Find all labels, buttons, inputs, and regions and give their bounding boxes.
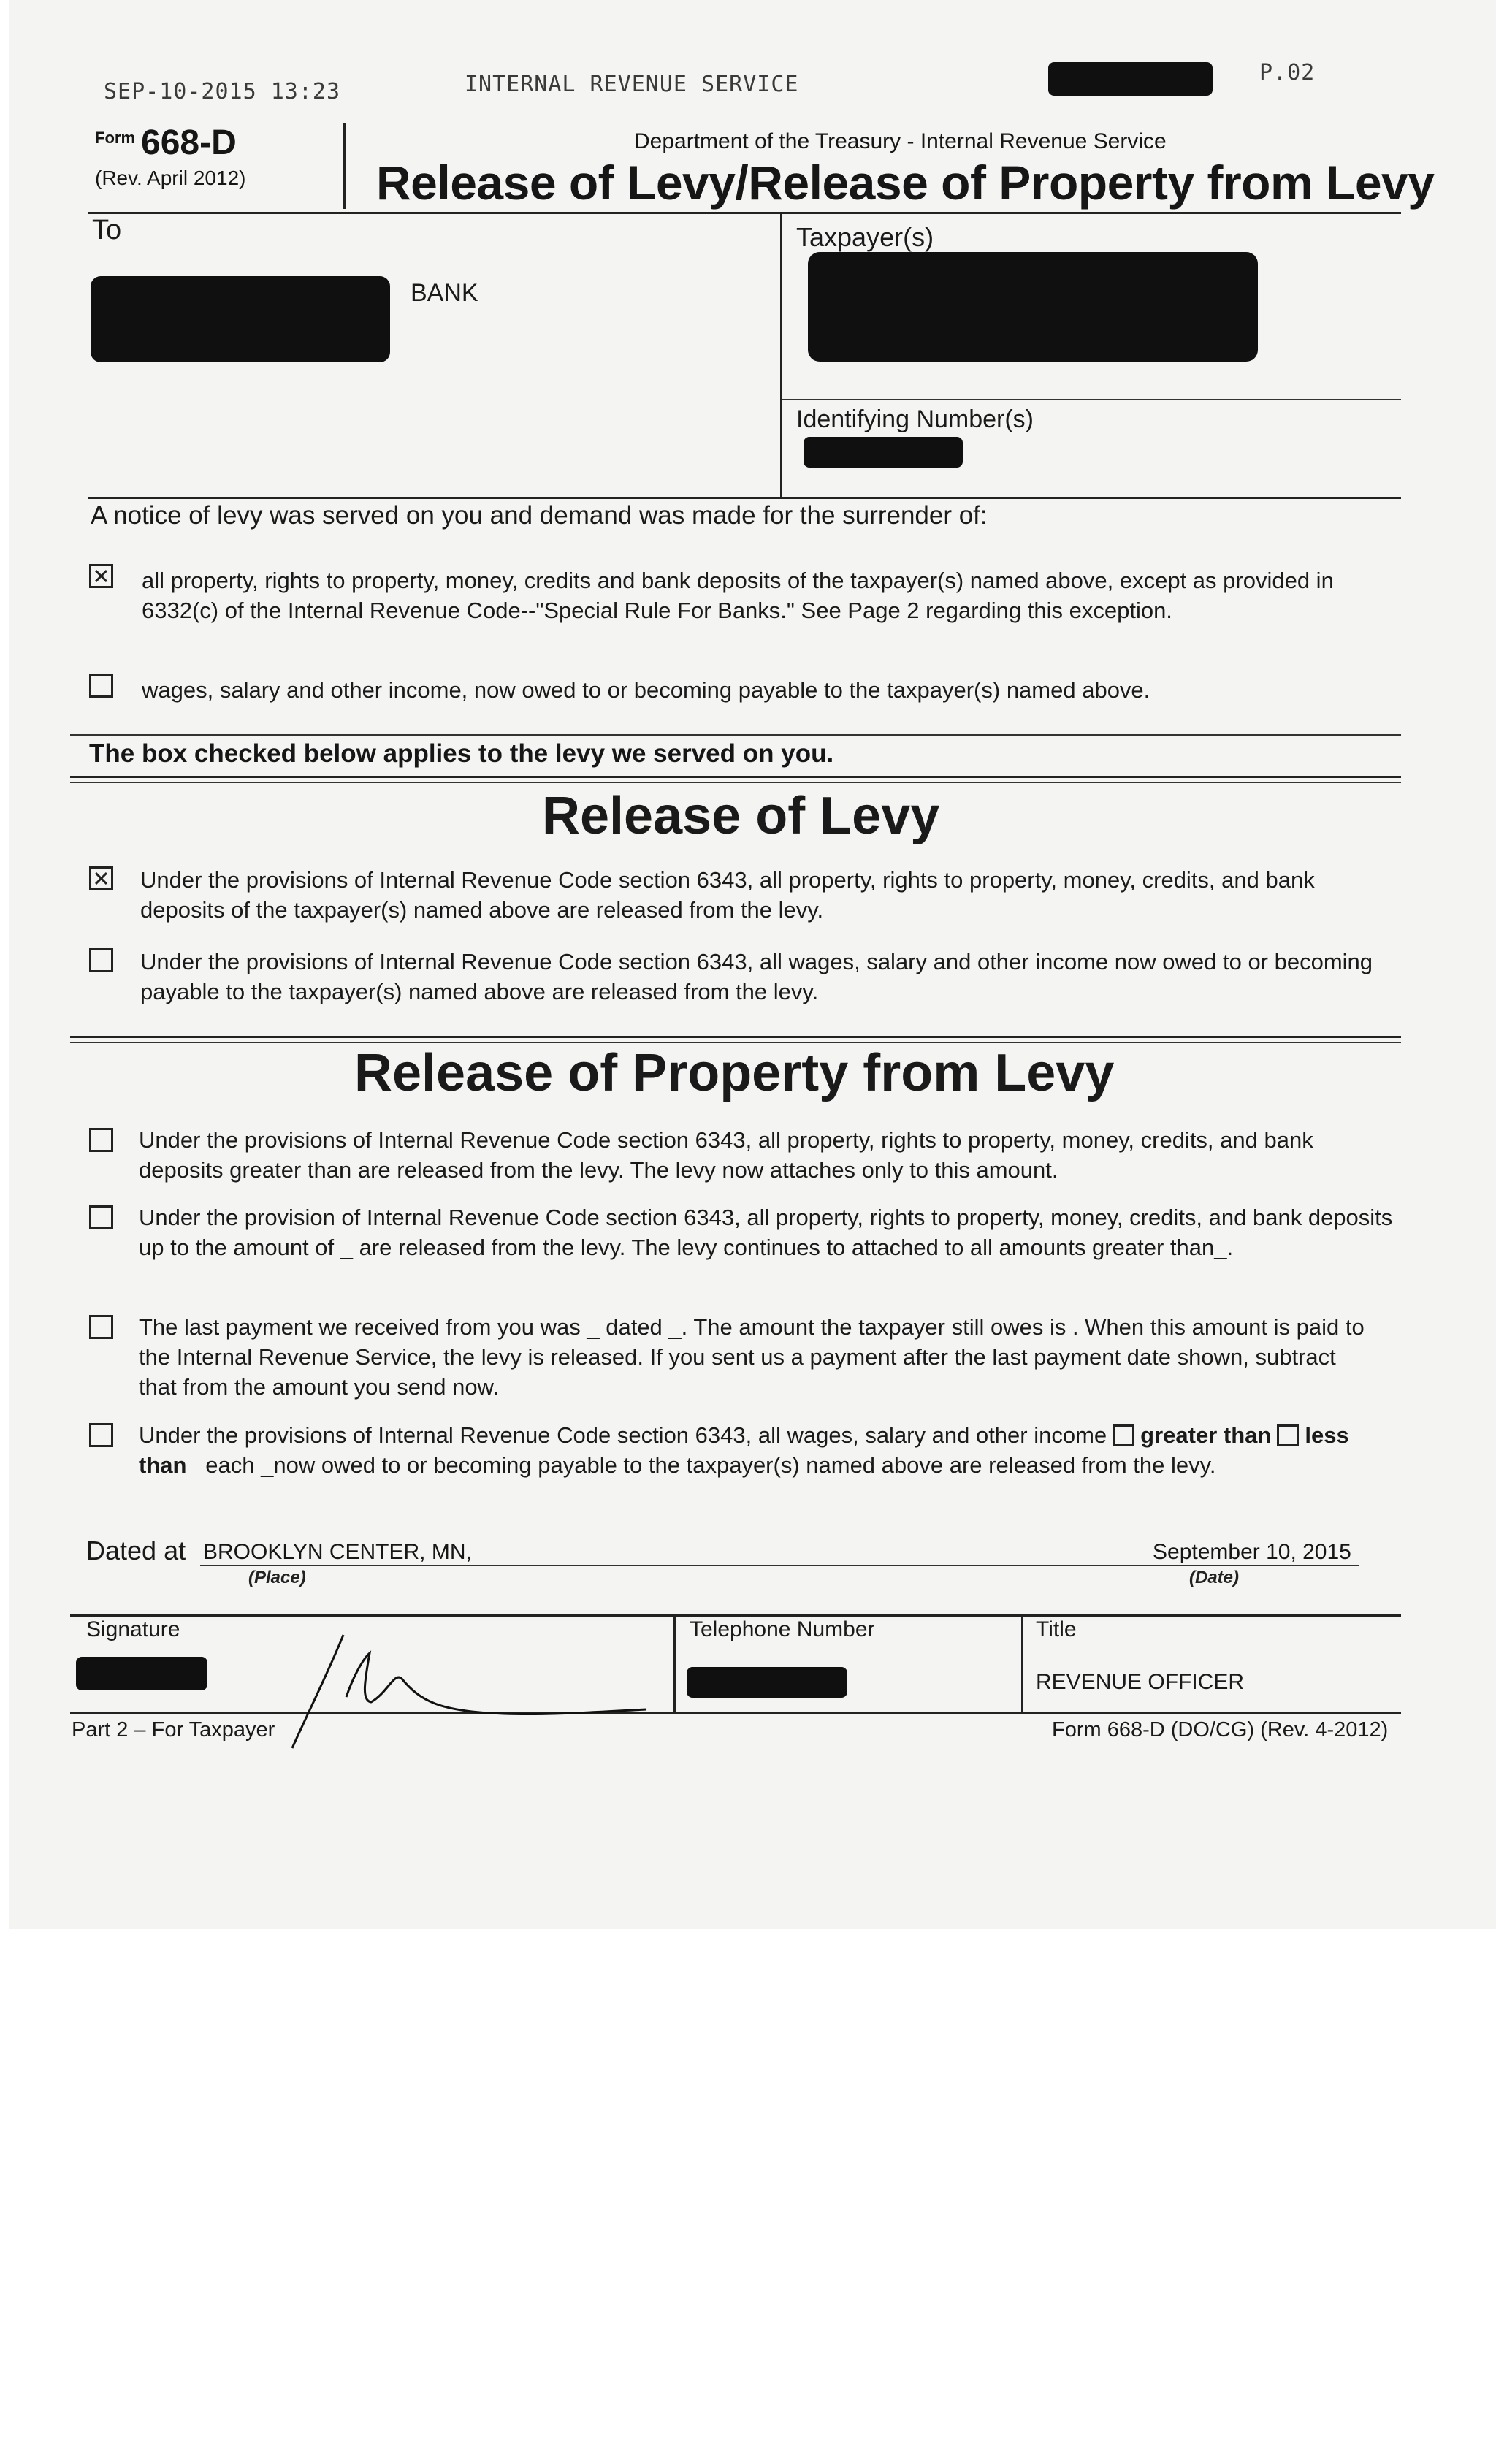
property-up-to-amount-text: Under the provision of Internal Revenue Code section 6343, all property, rights to property, money, credits, and bank deposits up to the amount of _ are released from the levy. The levy continues to attached to all amounts greater than_. bbox=[139, 1205, 1393, 1260]
telephone-divider bbox=[1021, 1614, 1023, 1714]
department-line: Department of the Treasury - Internal Revenue Service bbox=[634, 129, 1167, 153]
last-payment-checkbox[interactable] bbox=[89, 1315, 113, 1339]
property-up-to-amount-checkbox[interactable] bbox=[89, 1205, 113, 1229]
header-divider bbox=[343, 123, 346, 209]
dated-date: September 10, 2015 bbox=[1153, 1540, 1351, 1564]
notice-top-rule bbox=[88, 497, 1401, 499]
form-word: Form bbox=[95, 129, 135, 147]
title-value: REVENUE OFFICER bbox=[1036, 1670, 1245, 1694]
less-than-checkbox[interactable] bbox=[1277, 1424, 1299, 1446]
dated-place: BROOKLYN CENTER, MN, bbox=[203, 1540, 472, 1564]
release-of-levy-heading: Release of Levy bbox=[542, 787, 940, 845]
property-wages-checkbox[interactable] bbox=[89, 1423, 113, 1447]
notice-wages-text: wages, salary and other income, now owed to or becoming payable to the taxpayer(s) named above. bbox=[142, 677, 1150, 703]
release-levy-property-checkbox[interactable] bbox=[89, 866, 113, 890]
identifying-number-label: Identifying Number(s) bbox=[796, 405, 1034, 433]
signature-block-bottom-rule bbox=[70, 1712, 1401, 1714]
redacted-fax-number bbox=[1048, 62, 1213, 96]
note-bottom-rule bbox=[70, 776, 1401, 778]
property-wages-part1: Under the provisions of Internal Revenue Code section 6343, all wages, salary and other income bbox=[139, 1422, 1107, 1448]
title-label: Title bbox=[1036, 1617, 1077, 1641]
telephone-label: Telephone Number bbox=[690, 1617, 875, 1641]
notice-intro: A notice of levy was served on you and demand was made for the surrender of: bbox=[91, 501, 988, 530]
taxpayer-label: Taxpayer(s) bbox=[796, 222, 934, 252]
property-greater-than-text: Under the provisions of Internal Revenue Code section 6343, all property, rights to property, money, credits, and bank deposits greater than are released from the levy. The levy now attaches only to this amount. bbox=[139, 1127, 1313, 1183]
release-levy-wages-text: Under the provisions of Internal Revenue Code section 6343, all wages, salary and other income now owed to or becoming payable to the taxpayer(s) named above are released from the levy. bbox=[140, 949, 1373, 1004]
less-than-word: less than bbox=[139, 1422, 1349, 1478]
place-caption: (Place) bbox=[248, 1568, 306, 1587]
notice-property-checkbox[interactable] bbox=[89, 564, 113, 588]
form-revision: (Rev. April 2012) bbox=[95, 167, 246, 189]
header-rule bbox=[88, 212, 1401, 214]
property-greater-than-checkbox[interactable] bbox=[89, 1128, 113, 1152]
redacted-identifying-number bbox=[804, 437, 963, 468]
signature-block-top-rule bbox=[70, 1614, 1401, 1617]
taxpayer-id-rule bbox=[782, 399, 1401, 400]
footer-form-ref: Form 668-D (DO/CG) (Rev. 4-2012) bbox=[1052, 1718, 1389, 1742]
than-word: than bbox=[1223, 1422, 1272, 1448]
date-caption: (Date) bbox=[1189, 1568, 1240, 1587]
last-payment-text: The last payment we received from you was _ dated _. The amount the taxpayer still owes is . When this amount is paid to the Internal Revenue Service, the levy is released. If you sent us a payment after the last payment date shown, subtract that from the amount you send now. bbox=[139, 1314, 1365, 1400]
form-title: Release of Levy/Release of Property from Levy bbox=[376, 156, 1435, 210]
release-levy-property-text: Under the provisions of Internal Revenue Code section 6343, all property, rights to property, money, credits, and bank deposits of the taxpayer(s) named above are released from the levy. bbox=[140, 867, 1315, 923]
redacted-taxpayer-name bbox=[808, 252, 1258, 362]
release-of-property-heading: Release of Property from Levy bbox=[354, 1044, 1115, 1102]
fax-page-number: P.02 bbox=[1259, 60, 1316, 85]
fax-agency: INTERNAL REVENUE SERVICE bbox=[465, 72, 799, 97]
property-wages-text bbox=[139, 1420, 1381, 1480]
property-wages-part2: each _now owed to or becoming payable to the taxpayer(s) named above are released from the levy. bbox=[205, 1452, 1216, 1478]
redacted-signer-name bbox=[76, 1657, 207, 1690]
redacted-bank-name bbox=[91, 276, 390, 362]
fax-datetime: SEP-10-2015 13:23 bbox=[104, 79, 341, 104]
handwritten-signature bbox=[285, 1628, 665, 1752]
taxpayer-divider bbox=[780, 213, 782, 497]
footer-part: Part 2 – For Taxpayer bbox=[72, 1718, 275, 1742]
notice-wages-checkbox[interactable] bbox=[89, 674, 113, 698]
greater-word: greater bbox=[1140, 1422, 1218, 1448]
note-top-rule bbox=[70, 734, 1401, 736]
greater-than-checkbox[interactable] bbox=[1113, 1424, 1134, 1446]
note-bottom-rule-2 bbox=[70, 782, 1401, 783]
form-number: 668-D bbox=[141, 123, 237, 162]
notice-property-text: all property, rights to property, money, credits and bank deposits of the taxpayer(s) named above, except as provided in 6332(c) of the Internal Revenue Code--"Special Rule For Banks." See Page 2 regarding this exception. bbox=[142, 568, 1334, 623]
dated-at-label: Dated at bbox=[86, 1536, 186, 1565]
redacted-telephone bbox=[687, 1667, 847, 1698]
property-section-rule bbox=[70, 1036, 1401, 1038]
signature-divider bbox=[673, 1614, 676, 1714]
box-checked-note: The box checked below applies to the levy we served on you. bbox=[89, 739, 834, 768]
bank-label: BANK bbox=[411, 279, 478, 307]
release-levy-wages-checkbox[interactable] bbox=[89, 948, 113, 972]
dated-underline bbox=[200, 1565, 1359, 1566]
signature-label: Signature bbox=[86, 1617, 180, 1641]
to-label: To bbox=[92, 215, 122, 245]
